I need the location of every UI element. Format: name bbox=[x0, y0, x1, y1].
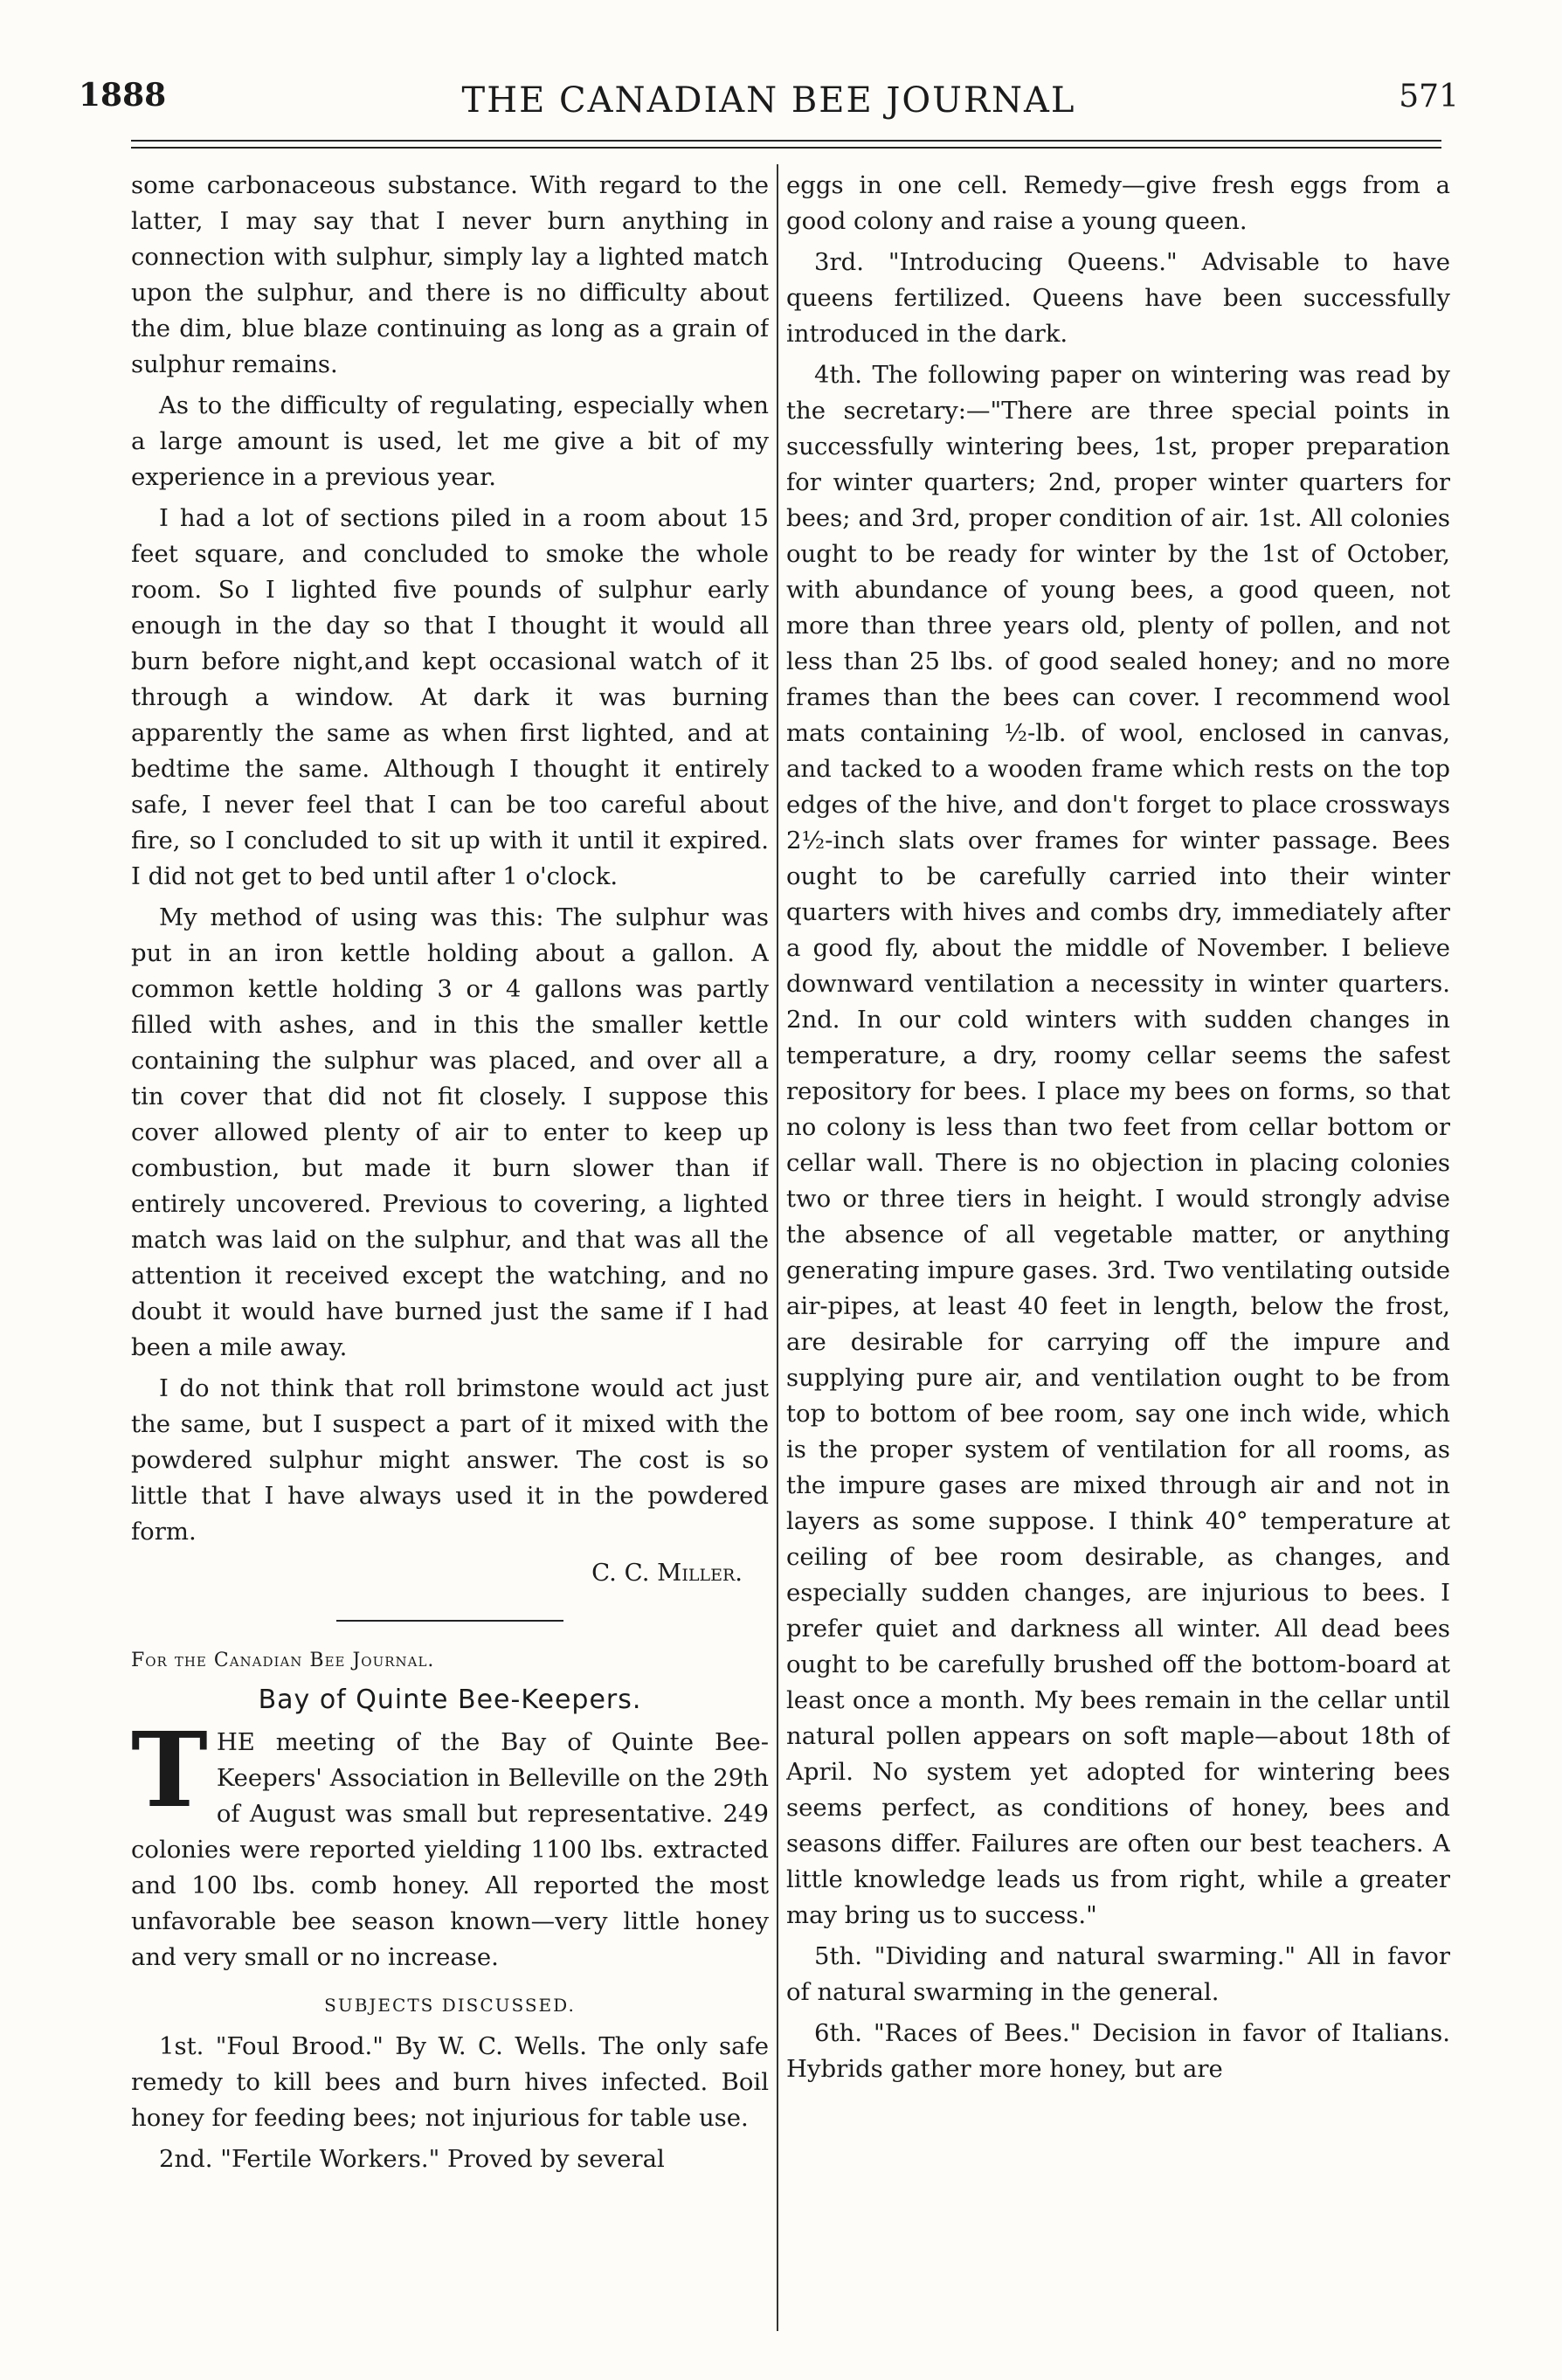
header-rule-bottom bbox=[131, 147, 1441, 149]
article-title: Bay of Quinte Bee-Keepers. bbox=[258, 1685, 642, 1715]
left-paragraph-3: I had a lot of sections piled in a room about 15 feet square, and concluded to smoke the whole room. So I lighted five pounds of sulphur early enough in the day so that I thought it would all burn before night,and kept occasional watch of it through a window. At dark it was burning apparently the same as when first lighted, and at bedtime the same. Although I thought it entirely safe, I never feel that I can be too careful about fire, so I concluded to sit up with it until it expired. I did not get to bed until after 1 o'clock. bbox=[131, 504, 769, 890]
right-paragraph-1: eggs in one cell. Remedy—give fresh eggs from a good colony and raise a young queen. bbox=[786, 171, 1450, 235]
signature: C. C. Miller. bbox=[591, 1559, 743, 1587]
header-year: 1888 bbox=[79, 77, 167, 114]
header-rule-top bbox=[131, 140, 1441, 142]
right-column bbox=[786, 168, 1450, 2335]
column-divider bbox=[777, 164, 778, 2331]
subject-5: 5th. "Dividing and natural swarming." All in favor of natural swarming in the general. bbox=[786, 1942, 1450, 2006]
article-credit: For the Canadian Bee Journal. bbox=[131, 1650, 435, 1671]
left-paragraph-1: some carbonaceous substance. With regard to the latter, I may say that I never burn anything in connection with sulphur, simply lay a lighted match upon the sulphur, and there is no difficulty about the dim, blue blaze continuing as long as a grain of sulphur remains. bbox=[131, 171, 769, 378]
subject-2: 2nd. "Fertile Workers." Proved by several bbox=[159, 2145, 665, 2173]
journal-title: THE CANADIAN BEE JOURNAL bbox=[461, 80, 1076, 121]
subjects-heading: SUBJECTS DISCUSSED. bbox=[324, 1995, 576, 2016]
subject-1: 1st. "Foul Brood." By W. C. Wells. The only safe remedy to kill bees and burn hives infected. Boil honey for feeding bees; not injurious for table use. bbox=[131, 2032, 769, 2132]
left-paragraph-2: As to the difficulty of regulating, especially when a large amount is used, let me give a bit of my experience in a previous year. bbox=[131, 391, 769, 491]
article-intro bbox=[131, 1709, 769, 1975]
drop-cap: T bbox=[131, 1709, 208, 1830]
article-intro-text: HE meeting of the Bay of Quinte Bee-Keepers' Association in Belleville on the 29th of August was small but representative. 249 colonies were reported yielding 1100 lbs. extracted and 100 lbs. comb honey. All reported the most unfavorable bee season known—very little honey and very small or no increase. bbox=[131, 1728, 769, 1971]
left-paragraph-4: My method of using was this: The sulphur was put in an iron kettle holding about a gallon. A common kettle holding 3 or 4 gallons was partly filled with ashes, and in this the smaller kettle containing the sulphur was placed, and over all a tin cover that did not fit closely. I suppose this cover allowed plenty of air to enter to keep up combustion, but made it burn slower than if entirely uncovered. Previous to covering, a lighted match was laid on the sulphur, and that was all the attention it received except the watching, and no doubt it would have burned just the same if I had been a mile away. bbox=[131, 903, 769, 1361]
subject-6: 6th. "Races of Bees." Decision in favor of Italians. Hybrids gather more honey, but are bbox=[786, 2019, 1450, 2083]
section-divider bbox=[131, 1602, 769, 1637]
left-column bbox=[131, 168, 769, 2335]
subject-4: 4th. The following paper on wintering was read by the secretary:—"There are three special points in successfully wintering bees, 1st, proper preparation for winter quarters; 2nd, proper winter quarters for bees; and 3rd, proper condition of air. 1st. All colonies ought to be ready for winter by the 1st of October, with abundance of young bees, a good queen, not more than three years old, plenty of pollen, and not less than 25 lbs. of good sealed honey; and no more frames than the bees can cover. I recommend wool mats containing ½-lb. of wool, enclosed in canvas, and tacked to a wooden frame which rests on the top edges of the hive, and don't forget to place crossways 2½-inch slats over frames for winter passage. Bees ought to be carefully carried into their winter quarters with hives and combs dry, immediately after a good fly, about the middle of November. I believe downward ventilation a necessity in winter quarters. 2nd. In our cold winters with sudden changes in temperature, a dry, roomy cellar seems the safest repository for bees. I place my bees on forms, so that no colony is less than two feet from cellar bottom or cellar wall. There is no objection in placing colonies two or three tiers in height. I would strongly advise the absence of all vegetable matter, or anything generating impure gases. 3rd. Two ventilating outside air-pipes, at least 40 feet in length, below the frost, are desirable for carrying off the impure and supplying pure air, and ventilation ought to be from top to bottom of bee room, say one inch wide, which is the proper system of ventilation for all rooms, as the impure gases are mixed through air and not in layers as some suppose. I think 40° temperature at ceiling of bee room desirable, as changes, and especially sudden changes, are injurious to bees. I prefer quiet and darkness all winter. All dead bees ought to be carefully brushed off the bottom-board at least once a month. My bees remain in the cellar until natural pollen appears on soft maple—about 18th of April. No system yet adopted for wintering bees seems perfect, as conditions of honey, bees and seasons differ. Failures are often our best teachers. A little knowledge leads us from right, while a greater may bring us to success." bbox=[786, 361, 1450, 1929]
page-header bbox=[79, 77, 1459, 138]
page-number: 571 bbox=[1399, 79, 1459, 114]
subject-3: 3rd. "Introducing Queens." Advisable to have queens fertilized. Queens have been successfully introduced in the dark. bbox=[786, 248, 1450, 348]
left-paragraph-5: I do not think that roll brimstone would act just the same, but I suspect a part of it mixed with the powdered sulphur might answer. The cost is so little that I have always used it in the powdered form. bbox=[131, 1374, 769, 1546]
